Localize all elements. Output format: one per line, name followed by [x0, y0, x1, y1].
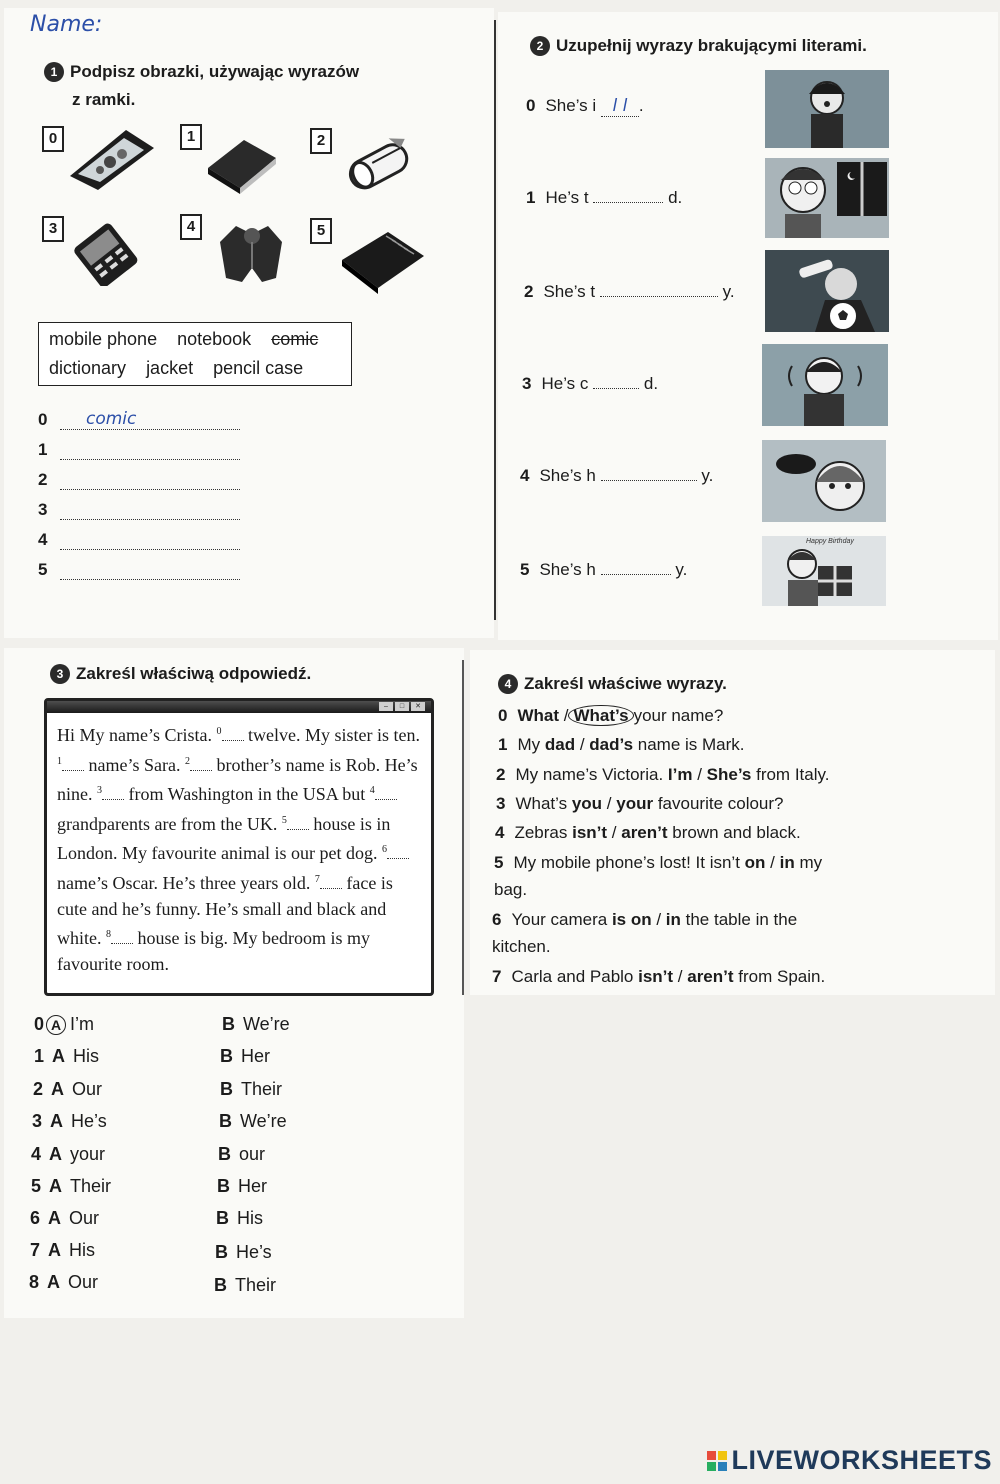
ex2-item-2: 2 She’s t y. [524, 282, 735, 301]
ex4-item-1-option-1[interactable]: dad [544, 735, 576, 754]
ex3-option-0-a[interactable]: A [46, 1015, 66, 1035]
ex3-option-row-0: 0 A I’m [34, 1014, 95, 1034]
ill-girl-icon [765, 70, 889, 148]
ex1-answer-1[interactable] [60, 443, 240, 460]
ex3-option-row-3[interactable]: 3 A He’s [32, 1111, 107, 1131]
word-box-line2 [49, 354, 341, 383]
picture-number-1: 1 [180, 124, 202, 150]
ex2-gap-4[interactable] [601, 468, 697, 481]
story-gap-0[interactable] [222, 728, 244, 741]
ex4-item-1-option-2[interactable]: dad’s [589, 735, 634, 754]
ex3-option-row-4-b[interactable]: B our [218, 1144, 266, 1164]
ex4-item-7-option-1[interactable]: isn’t [638, 967, 674, 986]
ex1-answer-row-3: 3 [38, 500, 240, 520]
ex3-option-row-8[interactable]: 8 A Our [29, 1272, 99, 1292]
story-gap-2[interactable] [190, 758, 212, 771]
word-pencil-case: pencil case [213, 358, 304, 378]
ex4-item-7-option-2[interactable]: aren’t [687, 967, 734, 986]
pencil-case-icon [340, 130, 418, 200]
close-icon: ✕ [411, 702, 425, 711]
ex1-answer-4[interactable] [60, 533, 240, 550]
ex3-option-row-5-b[interactable]: B Her [217, 1176, 268, 1196]
ex1-answer-5[interactable] [60, 563, 240, 580]
ex4-item-4-option-1[interactable]: isn’t [572, 823, 608, 842]
ex4-item-0-option-2[interactable]: What’s [568, 705, 633, 726]
ill-happy-girl [762, 536, 886, 606]
ill-happy-girl-icon [762, 536, 886, 606]
ex3-option-row-5[interactable]: 5 A Their [31, 1176, 112, 1196]
divider-vertical-2 [462, 660, 464, 995]
story-window [44, 698, 434, 996]
word-comic: comic [271, 329, 319, 349]
ex2-number-badge: 2 [530, 36, 550, 56]
ex4-item-4: 4 Zebras isn’t / aren’t brown and black. [495, 823, 801, 842]
dictionary-icon [204, 128, 280, 196]
ex4-item-3: 3 What’s you / your favourite colour? [496, 794, 784, 813]
ex3-instruction: 3 Zakreśl właściwą odpowiedź. [50, 664, 311, 684]
ex3-option-row-1-b[interactable]: B Her [220, 1046, 271, 1066]
story-gap-8[interactable] [111, 931, 133, 944]
mobile-phone-icon [62, 222, 150, 286]
ex4-item-2-option-2[interactable]: She’s [706, 765, 752, 784]
word-notebook: notebook [177, 329, 252, 349]
ex2-item-4: 4 She’s h y. [520, 466, 714, 485]
ex2-gap-2[interactable] [600, 284, 718, 297]
ex3-option-row-3-b[interactable]: B We’re [219, 1111, 287, 1131]
ex1-instruction-line1: Podpisz obrazki, używając wyrazów [70, 62, 360, 81]
ex3-option-row-0-b[interactable]: B We’re [222, 1014, 290, 1034]
ex2-instruction: 2 Uzupełnij wyrazy brakującymi literami. [530, 36, 867, 56]
ex2-gap-0[interactable]: l l [601, 96, 639, 117]
ex3-option-row-6[interactable]: 6 A Our [30, 1208, 100, 1228]
ex2-gap-1[interactable] [593, 190, 663, 203]
ex4-item-3-option-2[interactable]: your [616, 794, 654, 813]
jacket-icon [212, 218, 292, 290]
ex1-answer-row-2: 2 [38, 470, 240, 490]
ill-tired-boy-icon [765, 158, 889, 238]
name-label: Name: [30, 12, 103, 37]
story-gap-3[interactable] [102, 787, 124, 800]
ex2-item-5: 5 She’s h y. [520, 560, 688, 579]
ill-cold-boy-icon [762, 344, 888, 426]
ex3-number-badge: 3 [50, 664, 70, 684]
ex3-option-row-2-b[interactable]: B Their [220, 1079, 283, 1099]
word-box-line1 [49, 325, 341, 354]
liveworksheets-logo-icon [707, 1451, 727, 1471]
story-gap-5[interactable] [287, 817, 309, 830]
ex1-answer-2[interactable] [60, 473, 240, 490]
ex4-item-6-option-1[interactable]: is on [611, 910, 652, 929]
ex1-answer-row-4: 4 [38, 530, 240, 550]
story-gap-1[interactable] [62, 758, 84, 771]
ex3-option-row-1[interactable]: 1 A His [34, 1046, 100, 1066]
window-title-bar [47, 701, 431, 713]
word-box [38, 322, 352, 386]
ill-hungry-girl-icon [762, 440, 886, 522]
ill-happy-birthday-label: Happy Birthday [806, 538, 854, 545]
ex4-number-badge: 4 [498, 674, 518, 694]
story-gap-4[interactable] [375, 787, 397, 800]
ex2-gap-3[interactable] [593, 376, 639, 389]
picture-number-2: 2 [310, 128, 332, 154]
ex4-item-0-option-1[interactable]: What [517, 706, 560, 725]
maximize-icon: □ [395, 702, 409, 711]
ex2-item-0: 0 She’s i l l . [526, 96, 644, 116]
ex2-item-1: 1 He’s t d. [526, 188, 683, 207]
ex4-item-4-option-2[interactable]: aren’t [621, 823, 668, 842]
ex3-option-row-8-b[interactable]: B Their [214, 1275, 277, 1295]
minimize-icon: – [379, 702, 393, 711]
ex4-item-6-option-2[interactable]: in [665, 910, 681, 929]
picture-number-4: 4 [180, 214, 202, 240]
ex4-instruction: 4 Zakreśl właściwe wyrazy. [498, 674, 727, 694]
ex4-item-0: 0 What / What’s your name? [498, 706, 724, 725]
ex1-answer-3[interactable] [60, 503, 240, 520]
ex4-item-6: 6 Your camera is on / in the table in the kitchen. [492, 910, 798, 956]
ex2-item-3: 3 He’s c d. [522, 374, 659, 393]
ex4-item-1: 1 My dad / dad’s name is Mark. [498, 735, 745, 754]
divider-vertical [494, 20, 496, 620]
word-mobile-phone: mobile phone [49, 329, 158, 349]
ex4-item-2: 2 My name’s Victoria. I’m / She’s from Italy. [496, 765, 830, 784]
ex4-item-5-option-2[interactable]: in [779, 853, 795, 872]
ex3-option-row-7-b[interactable]: B He’s [215, 1242, 272, 1262]
ex4-item-5-option-1[interactable]: on [744, 853, 766, 872]
ex4-item-3-option-1[interactable]: you [571, 794, 603, 813]
liveworksheets-logo[interactable] [707, 1445, 992, 1476]
story-gap-6[interactable] [387, 846, 409, 859]
word-jacket: jacket [146, 358, 194, 378]
story-text: Hi My name’s Crista. $^0$ twelve. My sister is ten. $^1$ name’s Sara. $^2$ brother’s name is Rob. He’s nine. $^3$ from Washington in the USA but $^4$ grandparents are from the UK. $^5$ house is in London. My favourite animal is our pet dog. $^6$ name’s Oscar. He’s three years old. $^7$ face is cute and he’s funny. He’s small and black and white. $^8$ house is big. My bedroom is my favourite room. [57, 725, 420, 974]
ex4-item-5: 5 My mobile phone’s lost! It isn’t on / in my bag. [494, 853, 823, 899]
word-dictionary: dictionary [49, 358, 127, 378]
ex4-item-7: 7 Carla and Pablo isn’t / aren’t from Spain. [492, 967, 826, 986]
ex2-gap-5[interactable] [601, 562, 671, 575]
ex1-answer-row-5: 5 [38, 560, 240, 580]
ex3-option-row-2[interactable]: 2 A Our [33, 1079, 103, 1099]
ex3-option-row-6-b[interactable]: B His [216, 1208, 263, 1228]
picture-number-0: 0 [42, 126, 64, 152]
ex1-instruction [44, 62, 359, 82]
ex1-answer-row-1: 1 [38, 440, 240, 460]
story-gap-7[interactable] [320, 876, 342, 889]
ex1-answer-0[interactable]: comic [60, 413, 240, 430]
ex3-option-row-7[interactable]: 7 A His [30, 1240, 96, 1260]
ex4-item-2-option-1[interactable]: I’m [667, 765, 693, 784]
ex3-option-row-4[interactable]: 4 A your [31, 1144, 106, 1164]
notebook-icon [338, 226, 428, 296]
ill-thirsty-girl-icon [765, 250, 889, 332]
picture-number-5: 5 [310, 218, 332, 244]
liveworksheets-logo-text: LIVEWORKSHEETS [731, 1445, 992, 1475]
comic-icon [66, 126, 158, 192]
ex1-instruction-line2: z ramki. [72, 90, 136, 109]
ex1-number-badge: 1 [44, 62, 64, 82]
ex1-answer-row-0: 0 comic [38, 410, 240, 430]
picture-number-3: 3 [42, 216, 64, 242]
